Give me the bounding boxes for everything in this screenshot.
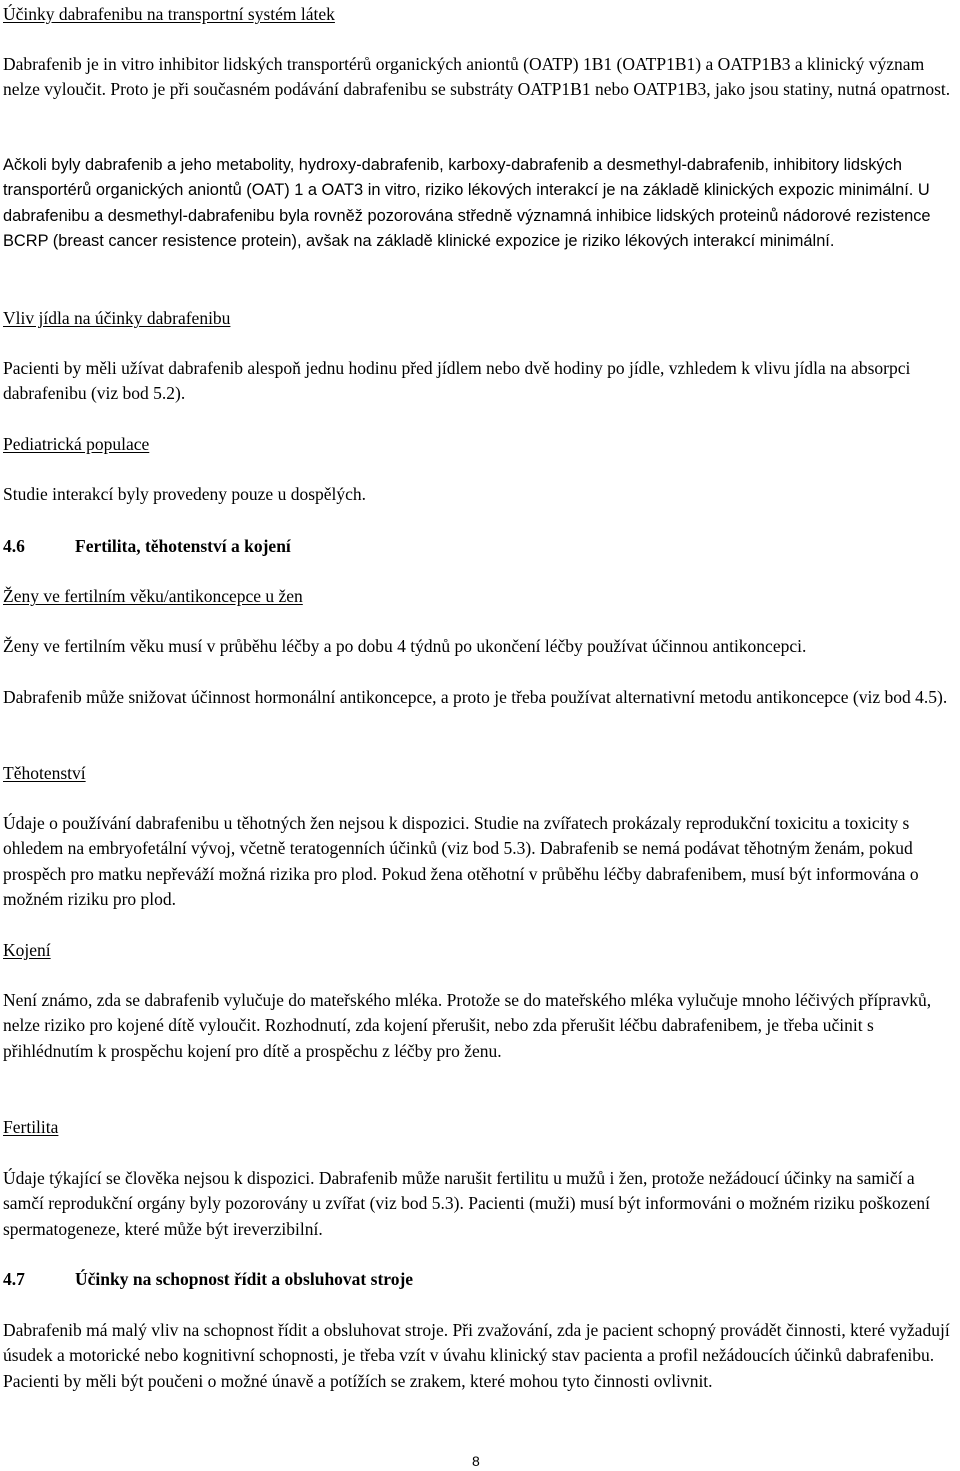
- section-4-7-heading: [3, 1267, 413, 1292]
- pregnancy-paragraph: Údaje o používání dabrafenibu u těhotných žen nejsou k dispozici. Studie na zvířatech prokázaly reprodukční toxicitu a toxicity s ohledem na embryofetální vývoj, včetně teratogenních účinků (viz bod 5.3). Dabrafenib se nemá podávat těhotným ženám, pokud prospěch pro matku nepřeváží možná rizika pro plod. Pokud žena otěhotní v průběhu léčby dabrafenibem, musí být informována o možném riziku pro plod.: [3, 813, 919, 910]
- page-number: 8: [472, 1453, 480, 1469]
- food-paragraph: Pacienti by měli užívat dabrafenib alespoň jednu hodinu před jídlem nebo dvě hodiny po jídle, vzhledem k vlivu jídla na absorpci dabrafenibu (viz bod 5.2).: [3, 358, 911, 404]
- section-number: 4.7: [3, 1269, 25, 1289]
- pediatric-paragraph: Studie interakcí byly provedeny pouze u dospělých.: [3, 484, 367, 504]
- food-heading: Vliv jídla na účinky dabrafenibu: [3, 308, 231, 328]
- driving-paragraph: Dabrafenib má malý vliv na schopnost řídit a obsluhovat stroje. Při zvažování, zda je pacient schopný provádět činnosti, které vyžadují úsudek a motorické nebo kognitivní schopnosti, je třeba vzít v úvahu klinický stav pacienta a profil nežádoucích účinků dabrafenibu. Pacienti by měli být poučeni o možné únavě a potížích se zrakem, které mohou tyto činnosti ovlivnit.: [3, 1320, 950, 1391]
- section-number: 4.6: [3, 536, 25, 556]
- section-title: Fertilita, těhotenství a kojení: [75, 536, 291, 556]
- transport-paragraph-1: Dabrafenib je in vitro inhibitor lidských transportérů organických aniontů (OATP) 1B1 (OATP1B1) a OATP1B3 a klinický význam nelze vyloučit. Proto je při současném podávání dabrafenibu se substráty OATP1B1 nebo OATP1B3, jako jsou statiny, nutná opatrnost.: [3, 54, 951, 100]
- women-heading: Ženy ve fertilním věku/antikoncepce u žen: [3, 586, 303, 606]
- transport-heading: Účinky dabrafenibu na transportní systém látek: [3, 4, 335, 24]
- breastfeeding-paragraph: Není známo, zda se dabrafenib vylučuje do mateřského mléka. Protože se do mateřského mléka vylučuje mnoho léčivých přípravků, nelze riziko pro kojené dítě vyloučit. Rozhodnutí, zda kojení přerušit, nebo zda přerušit léčbu dabrafenibem, je třeba učinit s přihlédnutím k prospěchu kojení pro dítě a prospěchu z léčby pro ženu.: [3, 990, 932, 1061]
- women-paragraph-1: Ženy ve fertilním věku musí v průběhu léčby a po dobu 4 týdnů po ukončení léčby používat účinnou antikoncepci.: [3, 636, 807, 656]
- pregnancy-heading: Těhotenství: [3, 763, 86, 783]
- breastfeeding-heading: Kojení: [3, 940, 51, 960]
- women-paragraph-2: Dabrafenib může snižovat účinnost hormonální antikoncepce, a proto je třeba používat alternativní metodu antikoncepce (viz bod 4.5).: [3, 687, 948, 707]
- section-title: Účinky na schopnost řídit a obsluhovat stroje: [75, 1269, 414, 1289]
- fertility-paragraph: Údaje týkající se člověka nejsou k dispozici. Dabrafenib může narušit fertilitu u mužů i žen, protože nežádoucí účinky na samičí a samčí reprodukční orgány byly pozorovány u zvířat (viz bod 5.3). Pacienti (muži) musí být informováni o možném riziku poškození spermatogeneze, které může být ireverzibilní.: [3, 1168, 930, 1239]
- fertility-heading: Fertilita: [3, 1117, 59, 1137]
- section-4-6-heading: [3, 534, 291, 559]
- transport-paragraph-2: Ačkoli byly dabrafenib a jeho metabolity, hydroxy-dabrafenib, karboxy-dabrafenib a desmethyl-dabrafenib, inhibitory lidských transportérů organických aniontů (OAT) 1 a OAT3 in vitro, riziko lékových interakcí je na základě klinických expozic minimální. U dabrafenibu a desmethyl-dabrafenibu byla rovněž pozorována středně významná inhibice lidských proteinů nádorové rezistence BCRP (breast cancer resistence protein), avšak na základě klinické expozice je riziko lékových interakcí minimální.: [3, 156, 931, 251]
- pediatric-heading: Pediatrická populace: [3, 434, 150, 454]
